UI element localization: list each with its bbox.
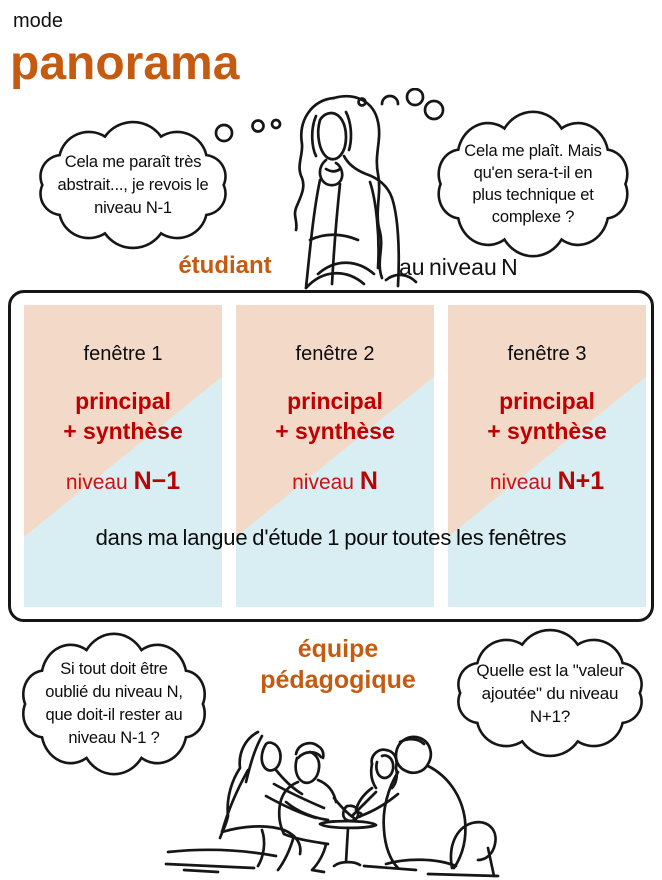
team-label-line2: pédagogique — [260, 666, 416, 694]
window-content-primary: principal — [499, 388, 595, 414]
thought-line: complexe ? — [491, 208, 575, 226]
level-word: niveau — [292, 471, 354, 494]
level-word: niveau — [65, 471, 128, 494]
page-title: panorama — [10, 37, 240, 90]
team-label-line1: équipe — [297, 635, 379, 663]
window-level — [24, 467, 222, 496]
student-level-label: au niveau N — [399, 254, 518, 280]
window-title: fenêtre 3 — [507, 343, 587, 365]
panorama-frame — [8, 290, 654, 622]
thought-line: oublié du niveau N, — [45, 683, 183, 701]
window-panel-1 — [24, 305, 222, 607]
frame-caption: dans ma langue d'étude 1 pour toutes les fenêtres — [95, 525, 567, 550]
thought-line: Cela me plaît. Mais — [464, 142, 602, 160]
thought-line: ajoutée" du niveau — [481, 683, 619, 703]
thought-line: Si tout doit être — [60, 660, 168, 678]
thought-line: N+1? — [529, 706, 571, 726]
thought-line: abstrait..., je revois le — [57, 175, 209, 194]
team-label — [238, 634, 438, 696]
level-word: niveau — [489, 471, 552, 494]
thought-text — [30, 124, 236, 246]
window-title: fenêtre 2 — [295, 343, 375, 365]
window-content-primary: principal — [75, 388, 171, 414]
window-level — [448, 467, 646, 496]
student-label: étudiant — [178, 252, 272, 279]
thought-text — [428, 114, 638, 254]
window-panel-3 — [448, 305, 646, 607]
window-level — [236, 467, 434, 496]
thought-line: Cela me paraît très — [64, 152, 202, 171]
thought-line: Quelle est la "valeur — [476, 660, 624, 680]
thought-bubble-student-left — [30, 124, 236, 246]
level-value: N+1 — [557, 467, 605, 495]
thought-line: qu'en sera-t-il en — [473, 164, 593, 182]
thought-line: plus technique et — [472, 186, 594, 204]
thought-line: que doit-il rester au — [45, 706, 183, 724]
window-content-synthese: + synthèse — [487, 418, 607, 444]
level-value: N — [359, 467, 378, 495]
level-value: N−1 — [133, 467, 181, 495]
thought-bubble-student-right — [428, 114, 638, 254]
window-panel-2 — [236, 305, 434, 607]
thought-line: niveau N-1 — [94, 198, 172, 217]
thought-line: niveau N-1 ? — [68, 729, 160, 747]
window-content-synthese: + synthèse — [275, 418, 395, 444]
thought-text — [448, 632, 652, 754]
window-content-primary: principal — [287, 388, 383, 414]
thought-text — [13, 636, 215, 772]
window-title: fenêtre 1 — [83, 343, 163, 365]
mode-label: mode — [13, 10, 64, 32]
window-content-synthese: + synthèse — [63, 418, 183, 444]
thought-bubble-team-left — [13, 636, 215, 772]
thought-bubble-team-right — [448, 632, 652, 754]
